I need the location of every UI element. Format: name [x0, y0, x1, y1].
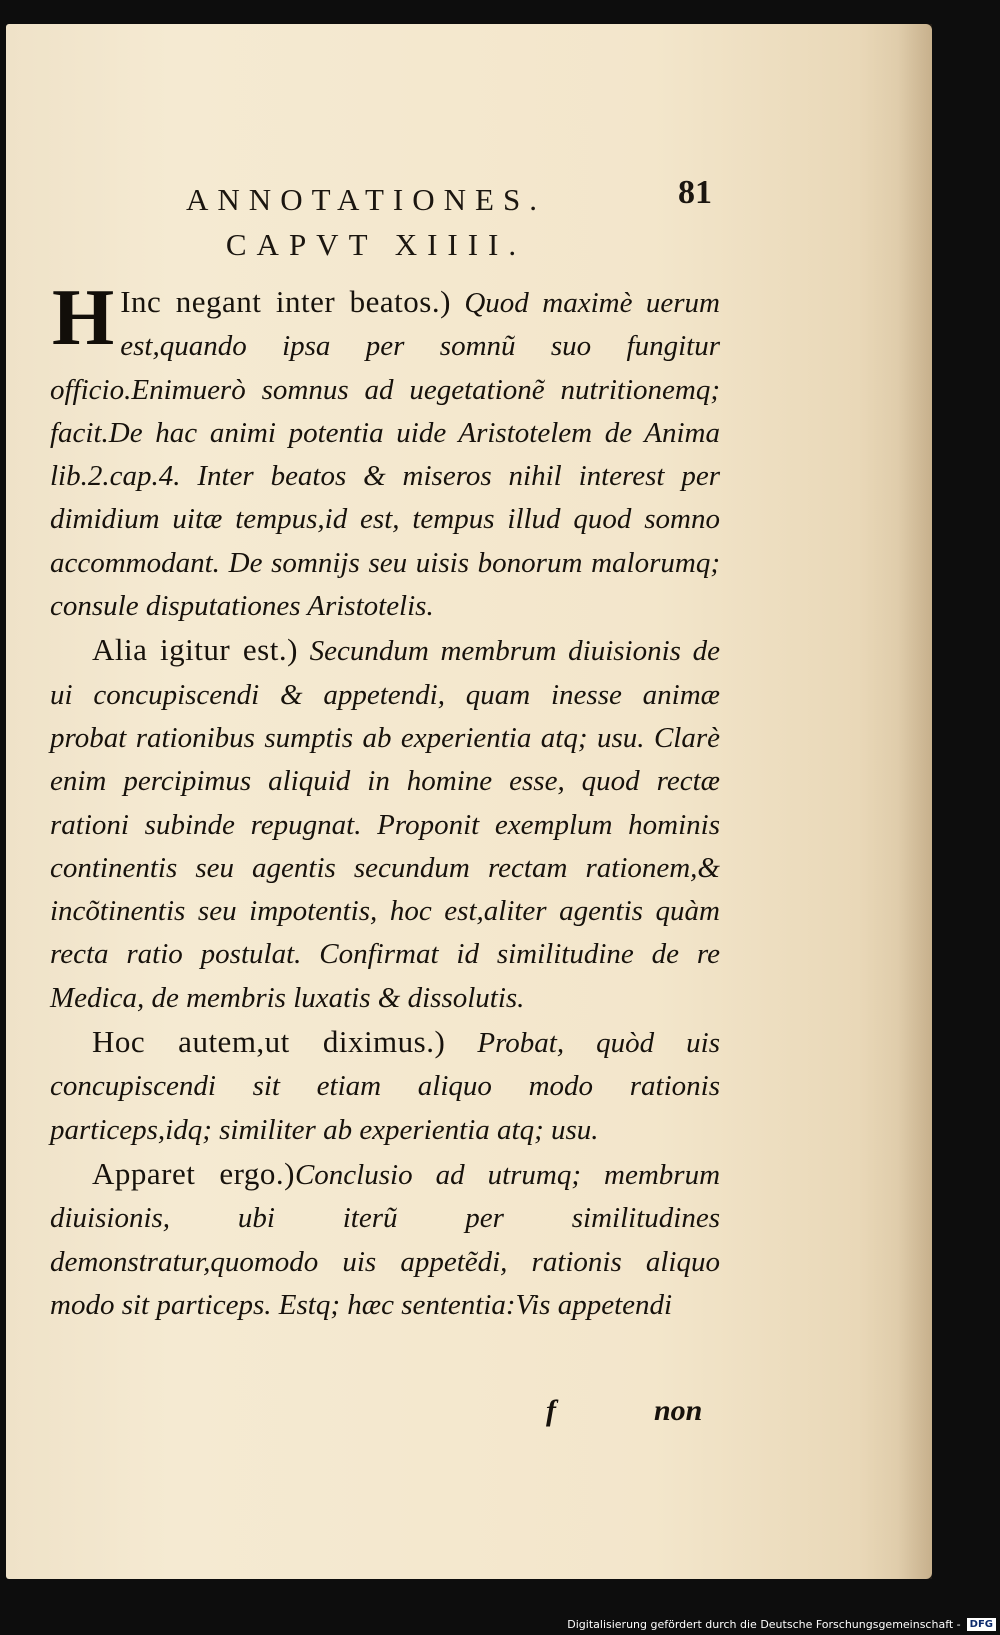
- footer-credit: [567, 1615, 996, 1633]
- dfg-logo-icon: DFG: [967, 1618, 996, 1631]
- paragraph: [50, 1152, 720, 1327]
- drop-cap: H: [52, 274, 115, 362]
- signature-mark: f: [546, 1394, 556, 1427]
- lemma: Alia igitur est.): [92, 632, 298, 668]
- lemma: Hoc autem,ut diximus.): [92, 1024, 446, 1060]
- running-head: ANNOTATIONES.: [186, 182, 546, 217]
- text-block: [50, 274, 721, 1327]
- paragraph: [50, 274, 721, 628]
- catchword: non: [654, 1394, 703, 1427]
- book-page: [6, 24, 932, 1579]
- commentary: Quod maximè uerum est,quando ipsa per somnũ suo fungitur officio.Enimuerò somnus ad uegetationẽ nutritionemq; facit.De hac animi potentia uide Aristotelem de Anima lib.2.cap.4. Inter beatos & miseros nihil interest per dimidium uitæ tempus,id est, tempus illud quod somno accommodant. De somnijs seu uisis bonorum malorumq; consule disputationes Aristotelis.: [50, 287, 721, 623]
- lemma: Apparet ergo.): [92, 1155, 295, 1191]
- commentary: Secundum membrum diuisionis de ui concupiscendi & appetendi, quam inesse animæ probat rationibus sumptis ab experientia atq; usu. Clarè enim percipimus aliquid in homine esse, quod rectæ rationi subinde repugnat. Proponit exemplum hominis continentis seu agentis secundum rectam rationem,& incõtinentis seu impotentis, hoc est,aliter agentis quàm recta ratio postulat. Confirmat id similitudine de re Medica, de membris luxatis & dissolutis.: [50, 635, 721, 1014]
- commentary: Probat, quòd uis concupiscendi sit etiam aliquo modo rationis particeps,idq; similiter ab experientia atq; usu.: [50, 1027, 720, 1146]
- credit-text: Digitalisierung gefördert durch die Deutsche Forschungsgemeinschaft -: [567, 1617, 961, 1631]
- page-number: 81: [678, 174, 712, 211]
- commentary: Conclusio ad utrumq; membrum diuisionis, ubi iterũ per similitudines demonstratur,quomodo uis appetẽdi, rationis aliquo modo sit particeps. Estq; hæc sententia:Vis appetendi: [50, 1158, 721, 1321]
- lemma: Inc negant inter beatos.): [120, 284, 451, 319]
- paragraph: [50, 1020, 720, 1152]
- chapter-heading: CAPVT XIIII.: [225, 227, 527, 262]
- paragraph: [50, 628, 720, 1020]
